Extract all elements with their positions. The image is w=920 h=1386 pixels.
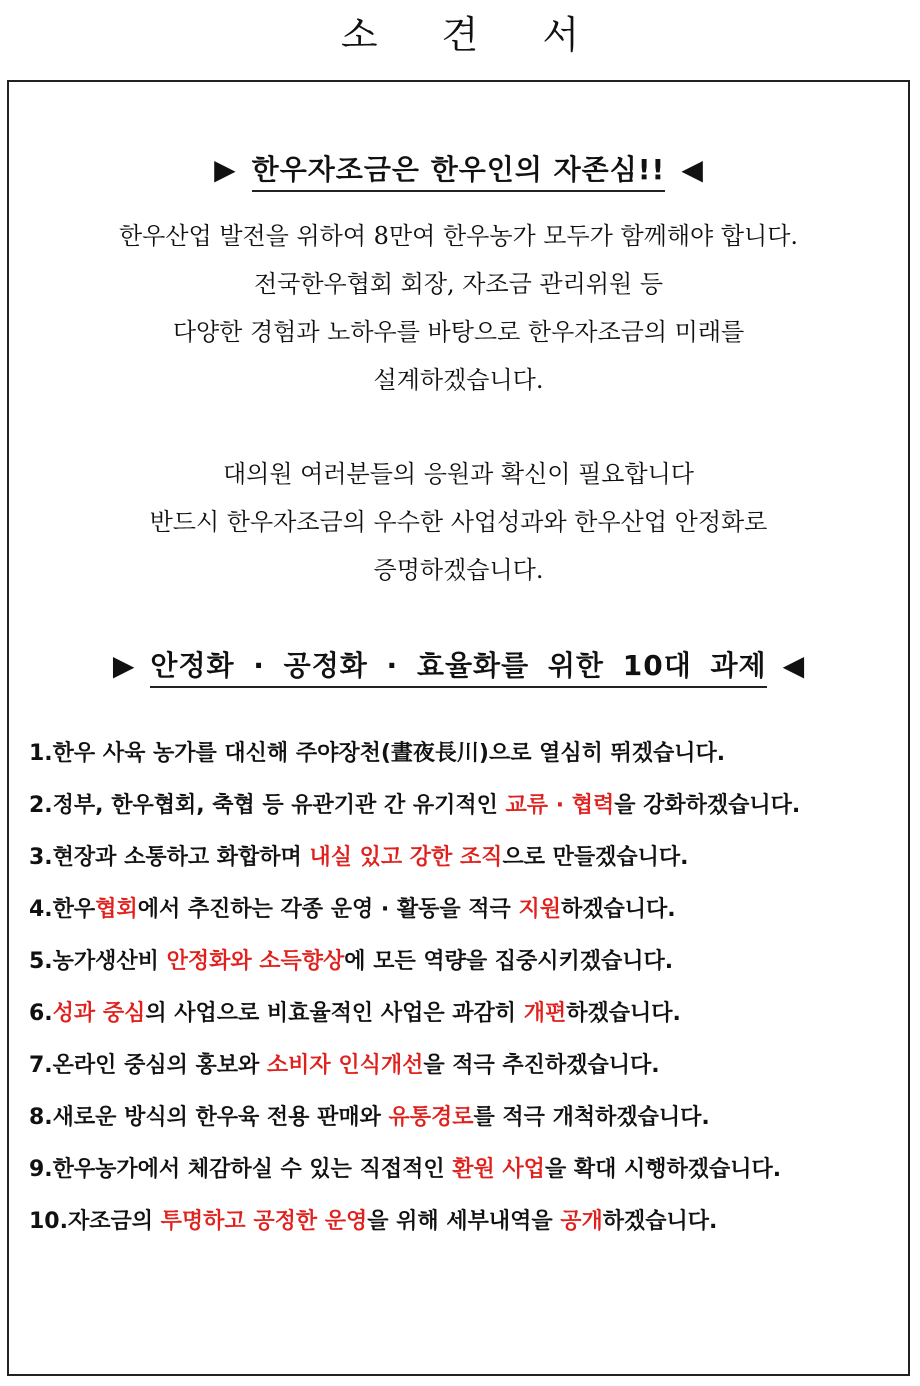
intro-line: 한우산업 발전을 위하여 8만여 한우농가 모두가 함께해야 합니다.: [118, 222, 799, 250]
task-highlight: 안정화와 소득향상: [166, 949, 345, 974]
right-triangle-icon: ▶: [112, 649, 135, 682]
right-triangle-icon: ▶: [214, 153, 236, 186]
task-item: [29, 884, 899, 936]
task-text: 현장과 소통하고 화합하며: [52, 845, 310, 870]
task-text: 에서 추진하는 각종 운영 · 활동을 적극: [137, 897, 519, 922]
task-highlight: 내실 있고 강한 조직: [309, 845, 503, 870]
task-text: 의 사업으로 비효율적인 사업은 과감히: [145, 1001, 524, 1026]
task-list: [29, 728, 899, 1248]
task-highlight: 협회: [95, 897, 138, 922]
task-highlight: 소비자 인식개선: [266, 1053, 424, 1078]
intro-line: 반드시 한우자조금의 우수한 사업성과와 한우산업 안정화로: [149, 508, 768, 536]
task-text: 을 위해 세부내역을: [367, 1209, 561, 1234]
content-frame: [7, 80, 910, 1376]
task-item: [29, 936, 899, 988]
task-highlight: 개편: [523, 1001, 567, 1026]
left-triangle-icon: ◀: [681, 153, 703, 186]
task-highlight: 환원 사업: [452, 1157, 545, 1182]
task-item: [29, 832, 899, 884]
intro-line: 설계하겠습니다.: [373, 366, 544, 394]
task-text: 에 모든 역량을 집중시키겠습니다.: [344, 949, 674, 974]
task-item: [29, 1144, 899, 1196]
task-text: 을 적극 추진하겠습니다.: [423, 1053, 660, 1078]
task-text: 하겠습니다.: [602, 1209, 718, 1234]
task-text: 한우: [52, 897, 96, 922]
intro-line: 다양한 경험과 노하우를 바탕으로 한우자조금의 미래를: [172, 318, 745, 346]
task-item: [29, 1092, 899, 1144]
task-text: 을 확대 시행하겠습니다.: [544, 1157, 782, 1182]
task-highlight: 투명하고 공정한 운영: [160, 1209, 368, 1234]
intro-line: 증명하겠습니다.: [373, 556, 544, 584]
tasks-heading: [9, 644, 908, 688]
task-number: 2.: [29, 793, 53, 818]
task-number: 10.: [29, 1209, 68, 1234]
task-text: 온라인 중심의 홍보와: [52, 1053, 267, 1078]
task-item: [29, 780, 899, 832]
task-number: 1.: [29, 741, 53, 766]
task-number: 3.: [29, 845, 53, 870]
task-highlight: 지원: [518, 897, 561, 922]
task-text: 정부, 한우협회, 축협 등 유관기관 간 유기적인: [52, 793, 506, 818]
task-text: 하겠습니다.: [560, 897, 676, 922]
slogan-text: 한우자조금은 한우인의 자존심!!: [252, 148, 666, 192]
task-text: 을 강화하겠습니다.: [614, 793, 801, 818]
intro-statement: [9, 212, 908, 594]
task-item: [29, 988, 899, 1040]
task-item: [29, 728, 899, 780]
task-text: 하겠습니다.: [566, 1001, 681, 1026]
task-text: 를 적극 개척하겠습니다.: [473, 1105, 710, 1130]
task-number: 5.: [29, 949, 53, 974]
left-triangle-icon: ◀: [782, 649, 805, 682]
document-title: 소 견 서: [340, 13, 606, 57]
task-number: 7.: [29, 1053, 53, 1078]
task-highlight: 성과 중심: [52, 1001, 146, 1026]
task-number: 8.: [29, 1105, 53, 1130]
task-highlight: 교류 · 협력: [505, 793, 615, 818]
task-number: 9.: [29, 1157, 53, 1182]
task-text: 한우농가에서 체감하실 수 있는 직접적인: [52, 1157, 453, 1182]
tasks-heading-text: 안정화 · 공정화 · 효율화를 위한 10대 과제: [150, 644, 766, 688]
task-text: 으로 만들겠습니다.: [502, 845, 689, 870]
slogan-heading: [9, 148, 908, 192]
task-text: 자조금의: [67, 1209, 161, 1234]
task-number: 6.: [29, 1001, 53, 1026]
task-text: 한우 사육 농가를 대신해 주야장천(晝夜長川)으로 열심히 뛰겠습니다.: [52, 741, 726, 766]
intro-line: 전국한우협회 회장, 자조금 관리위원 등: [253, 270, 664, 298]
task-highlight: 유통경로: [388, 1105, 474, 1130]
task-text: 농가생산비: [52, 949, 167, 974]
task-number: 4.: [29, 897, 53, 922]
task-highlight: 공개: [560, 1209, 603, 1234]
intro-line: 대의원 여러분들의 응원과 확신이 필요합니다: [222, 460, 694, 488]
task-text: 새로운 방식의 한우육 전용 판매와: [52, 1105, 389, 1130]
task-item: [29, 1196, 899, 1248]
task-item: [29, 1040, 899, 1092]
